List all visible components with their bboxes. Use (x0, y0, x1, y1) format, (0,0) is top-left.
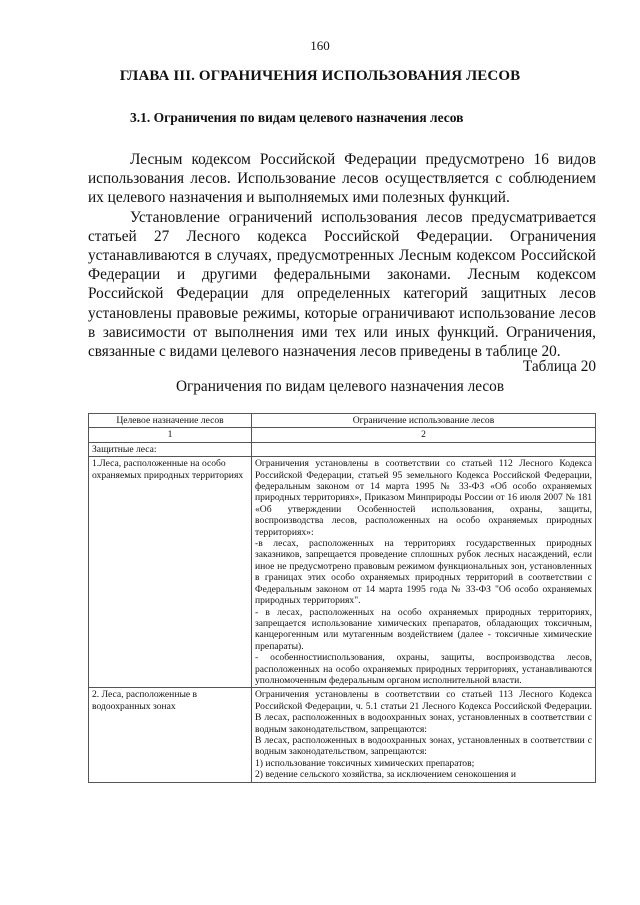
restriction-line: -в лесах, расположенных на территориях государственных природных заказников, запрещается проведение сплошных рубок лесных насаждений, если иное не предусмотрено правовым режимом функциональных зон, установленных в границах этих особо охраняемых природных территорий в соответствии с Федеральным законом от 14 марта 1995 года № 33-ФЗ "Об особо охраняемых природных территориях". (255, 538, 592, 607)
restriction-cell (252, 457, 596, 688)
table-number-row (89, 428, 596, 442)
purpose-cell: 2. Леса, расположенные в водоохранных зонах (89, 688, 252, 782)
table-caption: Ограничения по видам целевого назначения лесов (175, 378, 505, 395)
restriction-line: Ограничения установлены в соответствии со статьей 112 Лесного Кодекса Российской Федерации, статьей 95 земельного Кодекса Российской Федерации, федеральным законом от 14 марта 1995 № 33-ФЗ «Об особо охраняемых природных территориях», Приказом Минприроды России от 16 июля 2007 № 181 «Об утверждении Особенностей использования, охраны, защиты, воспроизводства лесов, расположенных на особо охраняемых природных территориях»: (255, 458, 592, 538)
restriction-line: В лесах, расположенных в водоохранных зонах, установленных в соответствии с водным законодательством, запрещаются: (255, 734, 592, 758)
restrictions-table (88, 413, 596, 783)
body-text (88, 150, 596, 361)
paragraph: Установление ограничений использования лесов предусматривается статьей 27 Лесного кодекса Российской Федерации. Ограничения устанавливаются в случаях, предусмотренных Лесным кодексом Российской Федерации и другими федеральными законами. Лесным кодексом Российской Федерации для определенных категорий защитных лесов установлены правовые режимы, которые ограничивают использование лесов в зависимости от выполнения ими тех или иных функций. Ограничения, связанные с видами целевого назначения лесов приведены в таблице 20. (88, 208, 596, 361)
table-row (89, 457, 596, 688)
section-title: 3.1. Ограничения по видам целевого назначения лесов (130, 110, 464, 125)
purpose-cell: 1.Леса, расположенные на особо охраняемых природных территориях (89, 457, 252, 688)
column-number: 2 (252, 428, 596, 442)
group-label: Защитные леса: (89, 442, 252, 456)
restriction-line: - в лесах, расположенных на особо охраняемых природных территориях, запрещается использование химических препаратов, обладающих токсичным, канцерогенным или мутагенным воздействием (далее - токсичные химические препараты). (255, 606, 592, 652)
chapter-title: ГЛАВА III. ОГРАНИЧЕНИЯ ИСПОЛЬЗОВАНИЯ ЛЕСОВ (119, 68, 521, 84)
table-row (89, 688, 596, 782)
restriction-line: - особенностииспользования, охраны, защиты, воспроизводства лесов, расположенных на особо охраняемых природных территориях, устанавливаются уполномоченным федеральным органом исполнительной власти. (255, 652, 592, 686)
page-number: 160 (310, 38, 330, 53)
paragraph: Лесным кодексом Российской Федерации предусмотрено 16 видов использования лесов. Использование лесов осуществляется с соблюдением их целевого назначения и выполняемых ими полезных функций. (88, 151, 596, 207)
restriction-line: Ограничения установлены в соответствии со статьей 113 Лесного Кодекса Российской Федерации, ч. 5.1 статьи 21 Лесного Кодекса Российской Федерации. В лесах, расположенных в водоохранных зонах, установленных в соответствии с водным законодательством, запрещаются: (255, 689, 592, 735)
restriction-line: 1) использование токсичных химических препаратов; (255, 757, 475, 769)
table-group-row (89, 442, 596, 456)
table-header-row (89, 414, 596, 428)
column-number: 1 (89, 428, 252, 442)
restriction-line: 2) ведение сельского хозяйства, за исключением сенокошения и (255, 769, 517, 781)
column-header-purpose: Целевое назначение лесов (89, 414, 252, 428)
table-number: Таблица 20 (522, 358, 596, 375)
group-label-empty (252, 442, 596, 456)
column-header-restriction: Ограничение использование лесов (252, 414, 596, 428)
restriction-cell (252, 688, 596, 782)
